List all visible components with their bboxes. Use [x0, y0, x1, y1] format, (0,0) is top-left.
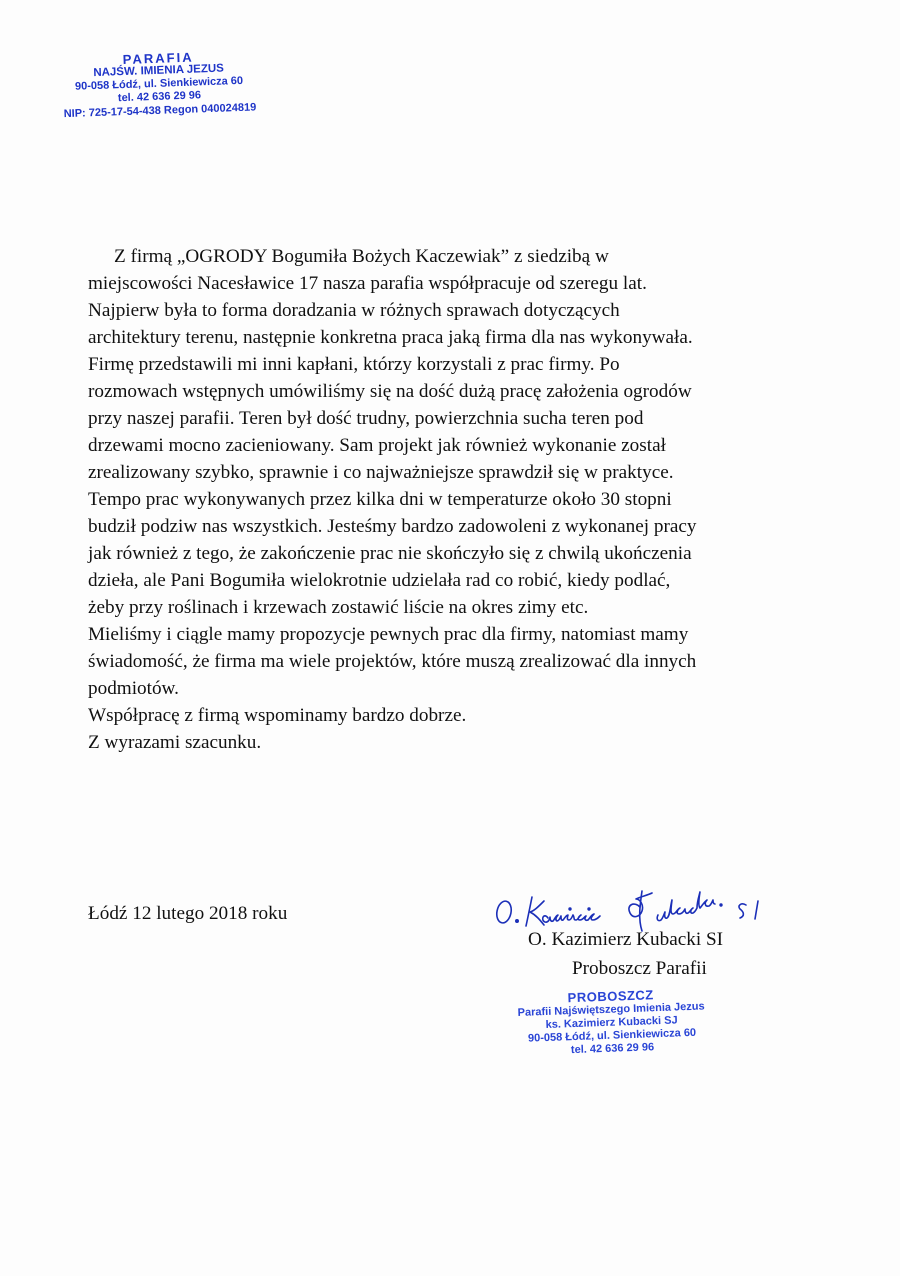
letter-line: przy naszej parafii. Teren był dość trudny, powierzchnia sucha teren pod: [88, 408, 644, 429]
letter-line: żeby przy roślinach i krzewach zostawić liście na okres zimy etc.: [88, 597, 589, 618]
stamp-parish-name: NAJŚW. IMIENIA JEZUS: [93, 62, 225, 80]
letter-body: [88, 243, 838, 756]
stamp-priest-name: ks. Kazimierz Kubacki SJ: [545, 1014, 678, 1032]
letter-line: Z firmą „OGRODY Bogumiła Bożych Kaczewiak” z siedzibą w: [114, 246, 609, 267]
stamp-address: 90-058 Łódź, ul. Sienkiewicza 60: [527, 1026, 697, 1045]
letter-line: dzieła, ale Pani Bogumiła wielokrotnie udzielała rad co robić, kiedy podlać,: [88, 570, 671, 591]
letter-line: podmiotów.: [88, 678, 179, 699]
letter-line: rozmowach wstępnych umówiliśmy się na dość dużą pracę założenia ogrodów: [88, 381, 692, 402]
letter-line: zrealizowany szybko, sprawnie i co najważniejsze sprawdził się w praktyce.: [88, 462, 674, 483]
parish-priest-stamp: [488, 984, 735, 1060]
signer-title: Proboszcz Parafii: [572, 958, 707, 979]
letter-line: budził podziw nas wszystkich. Jesteśmy bardzo zadowoleni z wykonanej pracy: [88, 516, 697, 537]
letter-line: Mieliśmy i ciągle mamy propozycje pewnych prac dla firmy, natomiast mamy: [88, 624, 689, 645]
letter-line: świadomość, że firma ma wiele projektów, które muszą zrealizować dla innych: [88, 651, 697, 672]
stamp-parish-label: PARAFIA: [122, 49, 194, 68]
letter-date: Łódź 12 lutego 2018 roku: [88, 903, 288, 924]
stamp-tax-ids: NIP: 725-17-54-438 Regon 040024819: [63, 101, 257, 121]
signer-name: O. Kazimierz Kubacki SI: [528, 929, 724, 950]
stamp-phone: tel. 42 636 29 96: [570, 1041, 655, 1057]
stamp-parish-name: Parafii Najświętszego Imienia Jezus: [517, 1000, 705, 1019]
parish-header-stamp: [38, 48, 280, 122]
letter-line: Współpracę z firmą wspominamy bardzo dobrze.: [88, 705, 467, 726]
letter-line: jak również z tego, że zakończenie prac nie skończyło się z chwilą ukończenia: [88, 543, 692, 564]
letter-line: drzewami mocno zacieniowany. Sam projekt jak również wykonanie został: [88, 435, 666, 456]
letter-line: miejscowości Nacesławice 17 nasza parafia współpracuje od szeregu lat.: [88, 273, 647, 294]
stamp-address: 90-058 Łódź, ul. Sienkiewicza 60: [74, 74, 244, 93]
letter-line: Najpierw była to forma doradzania w różnych sprawach dotyczących: [88, 300, 620, 321]
letter-line: Z wyrazami szacunku.: [88, 732, 262, 753]
letter-line: Firmę przedstawili mi inni kapłani, którzy korzystali z prac firmy. Po: [88, 354, 620, 375]
stamp-phone: tel. 42 636 29 96: [117, 89, 202, 105]
letter-line: Tempo prac wykonywanych przez kilka dni w temperaturze około 30 stopni: [88, 489, 672, 510]
letter-line: architektury terenu, następnie konkretna praca jaką firma dla nas wykonywała.: [88, 327, 693, 348]
stamp-role: PROBOSZCZ: [567, 987, 654, 1006]
handwritten-signature: [492, 885, 772, 935]
